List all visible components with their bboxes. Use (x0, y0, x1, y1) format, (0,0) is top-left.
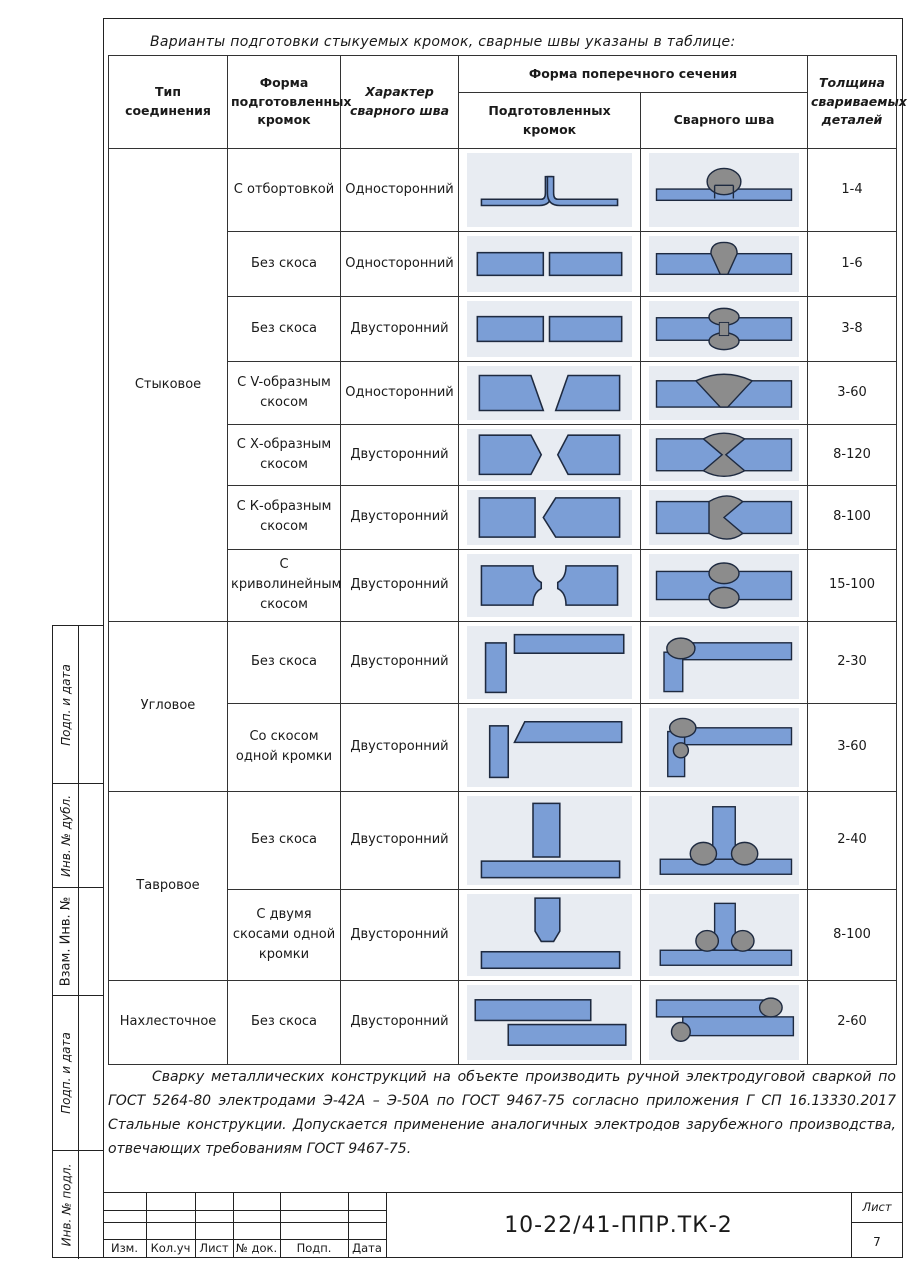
header-thickness: Толщина свариваемых деталей (808, 56, 897, 149)
weld-seam-figure (641, 889, 808, 981)
thickness-value: 2-30 (808, 621, 897, 703)
group-tee: Тавровое (109, 791, 228, 981)
edge-form: Со скосом одной кромки (228, 703, 341, 791)
corner-square-weld-drawing (649, 626, 799, 699)
seam-character: Двусторонний (341, 981, 459, 1065)
seam-character: Двусторонний (341, 791, 459, 889)
square-edges-drawing (467, 301, 632, 357)
corner-bevel-edges-drawing (467, 708, 632, 787)
side-cell-replace-inv (53, 888, 103, 996)
lap-edges-drawing (467, 985, 632, 1060)
side-stamp-strip (52, 625, 103, 1258)
seam-character: Двусторонний (341, 425, 459, 486)
seam-character: Двусторонний (341, 485, 459, 549)
welding-instructions-paragraph: Сварку металлических конструкций на объекте производить ручной электродуговой сваркой по ГОСТ 5264-80 электродами Э-42А – Э-50А по ГОСТ 9467-75 согласно приложения Г СП 16.13330.2017 Стальные конструкции. Допускается применение аналогичных электродов зарубежного производства, отвечающих требованиям ГОСТ 9467-75. (108, 1069, 896, 1157)
edge-form: С двумя скосами одной кромки (228, 889, 341, 981)
seam-character: Двусторонний (341, 297, 459, 362)
stamp-col-change: Изм. (110, 1241, 139, 1255)
square-onesided-weld-drawing (649, 236, 799, 292)
prepared-edge-figure (459, 703, 641, 791)
square-twosided-weld-drawing (649, 301, 799, 357)
header-weld-seam: Сварного шва (641, 93, 808, 149)
edge-form: Без скоса (228, 232, 341, 297)
edge-form: Без скоса (228, 297, 341, 362)
tee-square-weld-drawing (649, 796, 799, 885)
edge-form: Без скоса (228, 791, 341, 889)
tee-double-bevel-edges-drawing (467, 894, 632, 977)
corner-bevel-weld-drawing (649, 708, 799, 787)
weld-seam-figure (641, 149, 808, 232)
header-prepared-edges: Подготовленных кромок (459, 93, 641, 149)
thickness-value: 8-100 (808, 485, 897, 549)
stamp-col-count: Кол.уч (150, 1241, 191, 1255)
header-type: Тип соединения (109, 56, 228, 149)
edge-form: Без скоса (228, 981, 341, 1065)
k-weld-drawing (649, 490, 799, 545)
header-seam-character: Характер сварного шва (341, 56, 459, 149)
sheet-label: Лист (862, 1200, 892, 1214)
stamp-col-date: Дата (352, 1241, 382, 1255)
header-cross-section: Форма поперечного сечения (459, 56, 808, 93)
thickness-value: 3-8 (808, 297, 897, 362)
weld-seam-figure (641, 981, 808, 1065)
side-label: Взам. Инв. № (58, 896, 74, 987)
curved-weld-drawing (649, 554, 799, 617)
prepared-edge-figure (459, 791, 641, 889)
prepared-edge-figure (459, 232, 641, 297)
stamp-col-signature: Подп. (296, 1241, 332, 1255)
weld-seam-figure (641, 703, 808, 791)
lap-weld-drawing (649, 985, 799, 1060)
side-label: Инв. № дубл. (59, 794, 74, 877)
seam-character: Односторонний (341, 232, 459, 297)
thickness-value: 2-40 (808, 791, 897, 889)
thickness-value: 15-100 (808, 549, 897, 621)
seam-character: Двусторонний (341, 889, 459, 981)
corner-square-edges-drawing (467, 626, 632, 699)
side-cell-sign-date-2 (53, 996, 103, 1151)
weld-seam-figure (641, 232, 808, 297)
side-label: Подп. и дата (59, 663, 73, 746)
prepared-edge-figure (459, 981, 641, 1065)
edge-form: С криволинейным скосом (228, 549, 341, 621)
thickness-value: 1-4 (808, 149, 897, 232)
table-caption: Варианты подготовки стыкуемых кромок, сварные швы указаны в таблице: (150, 34, 736, 50)
thickness-value: 3-60 (808, 703, 897, 791)
weld-seam-figure (641, 791, 808, 889)
stamp-col-sheet: Лист (199, 1241, 229, 1255)
weld-table (108, 55, 907, 1065)
prepared-edge-figure (459, 297, 641, 362)
side-label: Подп. и дата (59, 1032, 73, 1114)
thickness-value: 8-100 (808, 889, 897, 981)
edge-form: С отбортовкой (228, 149, 341, 232)
prepared-edge-figure (459, 149, 641, 232)
thickness-value: 8-120 (808, 425, 897, 486)
x-bevel-edges-drawing (467, 429, 632, 481)
side-cell-orig-inv (53, 1151, 103, 1259)
edge-form: Без скоса (228, 621, 341, 703)
side-cell-sign-date-1 (53, 626, 103, 784)
v-weld-drawing (649, 366, 799, 420)
weld-seam-figure (641, 297, 808, 362)
weld-seam-figure (641, 621, 808, 703)
seam-character: Односторонний (341, 362, 459, 425)
group-butt: Стыковое (109, 149, 228, 622)
prepared-edge-figure (459, 621, 641, 703)
header-edge-form: Форма подготовленных кромок (228, 56, 341, 149)
document-code: 10-22/41-ППР.ТК-2 (504, 1212, 733, 1238)
prepared-edge-figure (459, 425, 641, 486)
group-corner: Угловое (109, 621, 228, 791)
prepared-edge-figure (459, 549, 641, 621)
prepared-edge-figure (459, 362, 641, 425)
edge-form: С К-образным скосом (228, 485, 341, 549)
flanged-weld-drawing (649, 153, 799, 227)
side-label: Инв. № подл. (59, 1163, 74, 1247)
thickness-value: 3-60 (808, 362, 897, 425)
tee-square-edges-drawing (467, 796, 632, 885)
prepared-edge-figure (459, 485, 641, 549)
group-lap: Нахлесточное (109, 981, 228, 1065)
curved-bevel-edges-drawing (467, 554, 632, 617)
seam-character: Двусторонний (341, 621, 459, 703)
x-weld-drawing (649, 429, 799, 481)
thickness-value: 1-6 (808, 232, 897, 297)
flanged-edges-drawing (467, 153, 632, 227)
prepared-edge-figure (459, 889, 641, 981)
k-bevel-edges-drawing (467, 490, 632, 545)
stamp-col-doc-no: № док. (235, 1241, 278, 1255)
square-edges-drawing (467, 236, 632, 292)
tee-double-bevel-weld-drawing (649, 894, 799, 977)
sheet-number: 7 (873, 1235, 881, 1249)
seam-character: Двусторонний (341, 549, 459, 621)
title-block (103, 1192, 903, 1258)
weld-seam-figure (641, 549, 808, 621)
side-cell-dup-inv (53, 784, 103, 888)
weld-seam-figure (641, 362, 808, 425)
edge-form: С Х-образным скосом (228, 425, 341, 486)
weld-seam-figure (641, 425, 808, 486)
weld-seam-figure (641, 485, 808, 549)
edge-form: С V-образным скосом (228, 362, 341, 425)
seam-character: Двусторонний (341, 703, 459, 791)
seam-character: Односторонний (341, 149, 459, 232)
v-bevel-edges-drawing (467, 366, 632, 420)
thickness-value: 2-60 (808, 981, 897, 1065)
